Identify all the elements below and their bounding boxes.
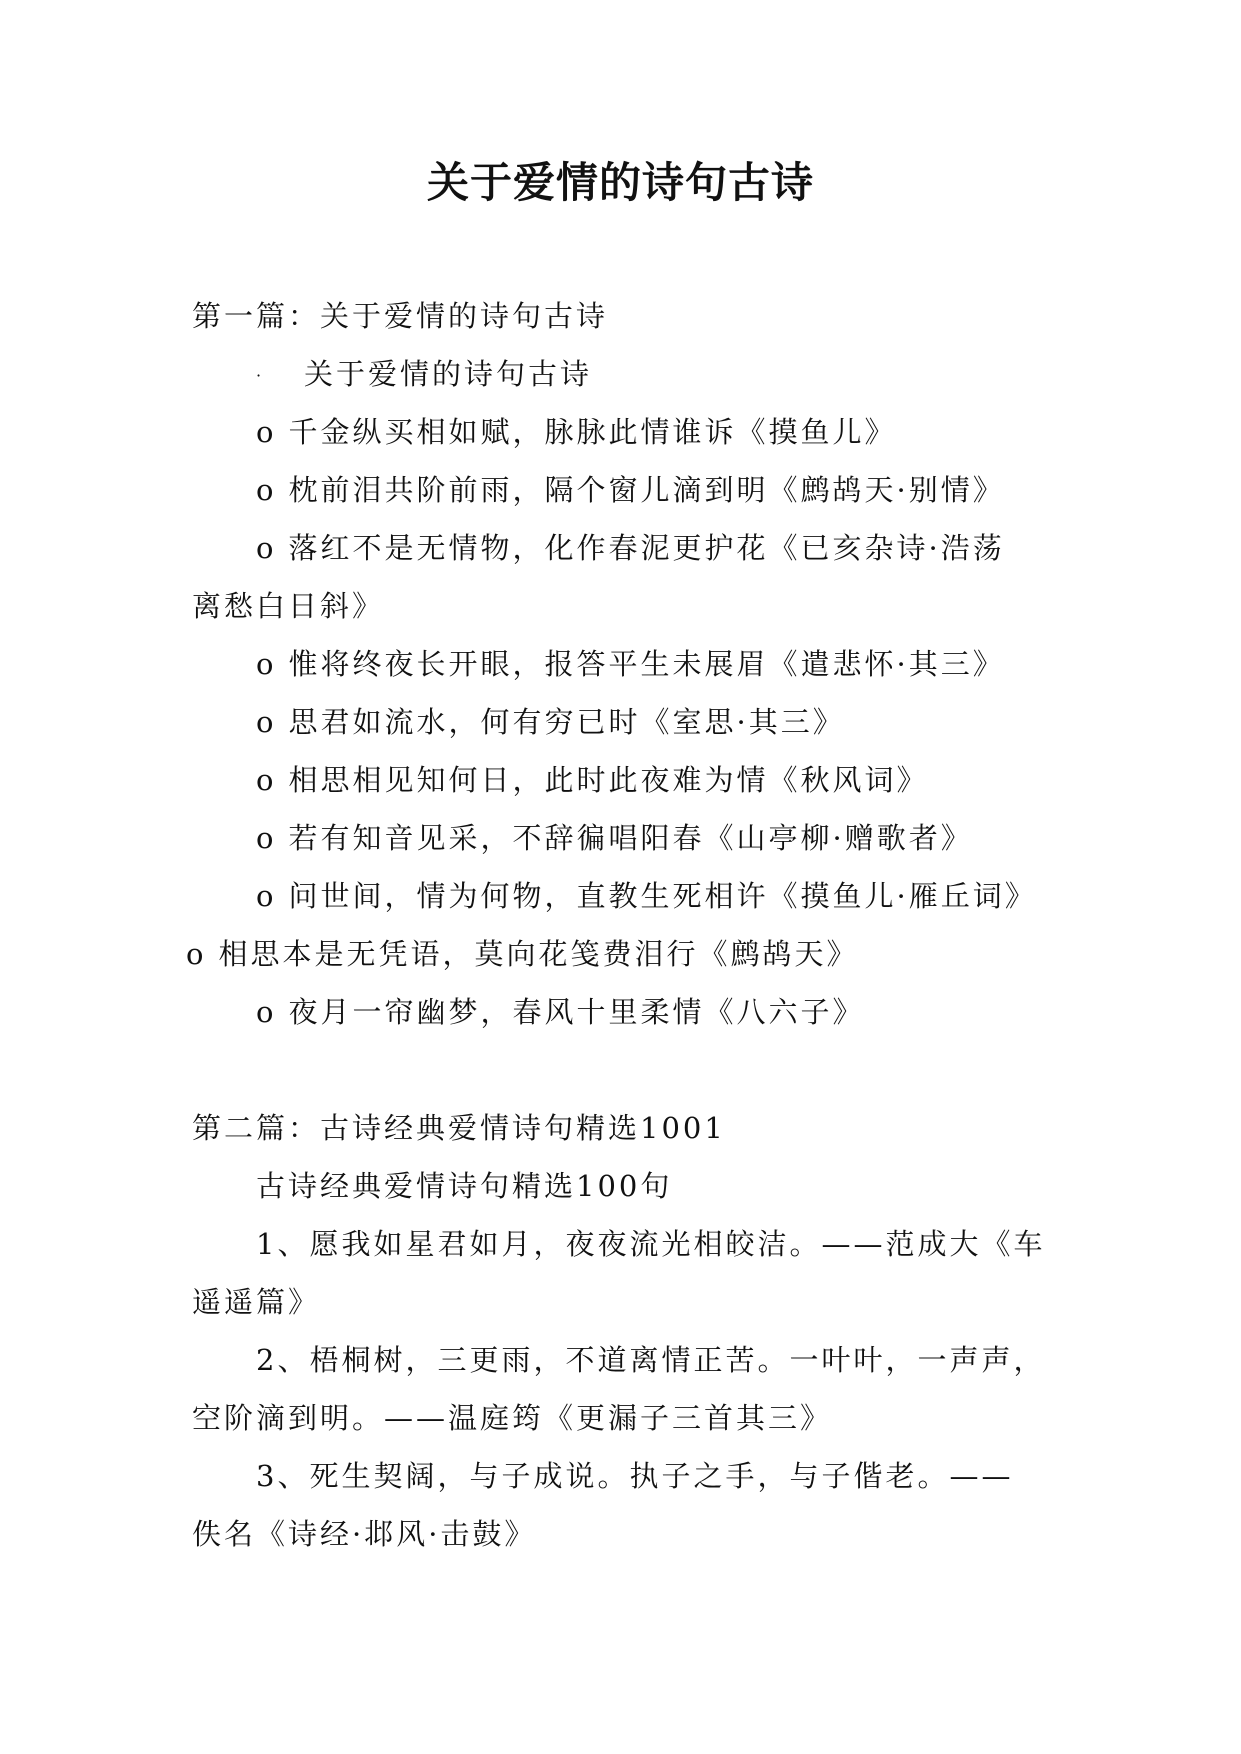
list-marker: o <box>256 705 277 739</box>
section1-heading: 第一篇：关于爱情的诗句古诗 <box>192 299 609 333</box>
list-marker: o <box>256 995 277 1029</box>
list-item: o 若有知音见采，不辞徧唱阳春《山亭柳·赠歌者》 <box>192 809 1092 867</box>
section2-subheading: 古诗经典爱情诗句精选100句 <box>256 1169 673 1203</box>
list-marker: o <box>256 763 277 797</box>
list-marker: o <box>256 415 277 449</box>
list-item: o 夜月一帘幽梦，春风十里柔情《八六子》 <box>192 983 1092 1041</box>
paragraph-line: 空阶滴到明。——温庭筠《更漏子三首其三》 <box>192 1401 833 1435</box>
list-item: o 相思相见知何日，此时此夜难为情《秋风词》 <box>192 751 1092 809</box>
paragraph-line: 1、愿我如星君如月，夜夜流光相皎洁。——范成大《车 <box>256 1227 1046 1261</box>
list-item: o 惟将终夜长开眼，报答平生未展眉《遣悲怀·其三》 <box>192 635 1092 693</box>
list-item: o 枕前泪共阶前雨，隔个窗儿滴到明《鹧鸪天·别情》 <box>192 461 1092 519</box>
paragraph-line: 3、死生契阔，与子成说。执子之手，与子偕老。—— <box>256 1459 1014 1493</box>
list-marker: o <box>256 879 277 913</box>
list-item: o 思君如流水，何有穷已时《室思·其三》 <box>192 693 1092 751</box>
paragraph-line: 2、梧桐树，三更雨，不道离情正苦。一叶叶，一声声， <box>256 1343 1046 1377</box>
section1-subheading: 关于爱情的诗句古诗 <box>304 357 593 391</box>
paragraph-line: 遥遥篇》 <box>192 1285 321 1319</box>
list-item: o 落红不是无情物，化作春泥更护花《已亥杂诗·浩荡 <box>192 519 1092 577</box>
list-marker: o <box>256 473 277 507</box>
list-item: o 相思本是无凭语，莫向花笺费泪行《鹧鸪天》 <box>186 925 1092 983</box>
section2-heading: 第二篇：古诗经典爱情诗句精选1001 <box>192 1111 726 1145</box>
list-marker: o <box>256 821 277 855</box>
list-marker: o <box>186 937 207 971</box>
list-item: o 千金纵买相如赋，脉脉此情谁诉《摸鱼儿》 <box>192 403 1092 461</box>
list-marker: o <box>256 647 277 681</box>
paragraph-line: 佚名《诗经·邶风·击鼓》 <box>192 1517 537 1551</box>
list-item-continuation: 离愁白日斜》 <box>192 589 385 623</box>
section1-subheading-row <box>192 345 1092 403</box>
document-body <box>186 287 1092 1563</box>
bullet-dot-icon: · <box>256 366 265 385</box>
document-title: 关于爱情的诗句古诗 <box>426 158 814 207</box>
section-spacer <box>192 1041 1092 1099</box>
list-marker: o <box>256 531 277 565</box>
list-item: o 问世间，情为何物，直教生死相许《摸鱼儿·雁丘词》 <box>192 867 1092 925</box>
